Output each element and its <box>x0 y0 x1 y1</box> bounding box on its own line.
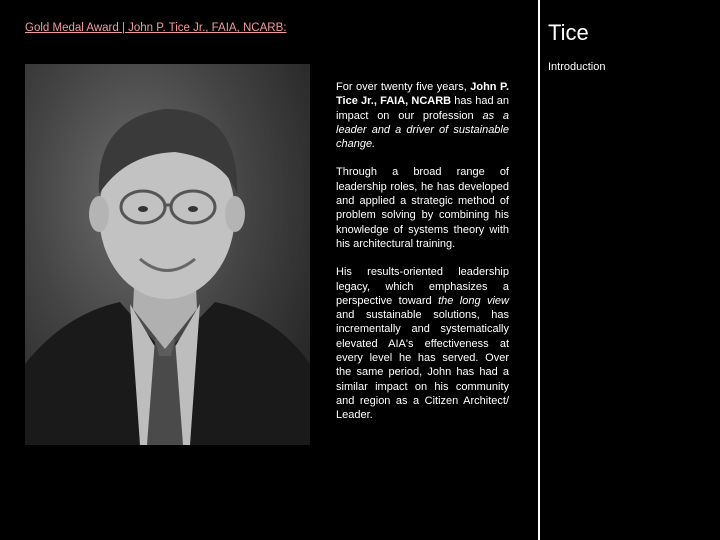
bio-paragraph-1: For over twenty five years, John P. Tice Jr., FAIA, NCARB has had an impact on our profession as a leader and a driver of sustainable change. <box>336 81 509 151</box>
bio-paragraph-2: Through a broad range of leadership roles, he has developed and applied a strategic method of problem solving by combining his knowledge of systems theory with his architectural training. <box>336 166 509 250</box>
bio-text <box>336 80 509 437</box>
header-link[interactable]: Gold Medal Award | John P. Tice Jr., FAIA, NCARB: <box>25 22 287 34</box>
portrait-photo <box>25 64 310 445</box>
sidebar-title: Tice <box>548 20 589 45</box>
vertical-divider <box>538 0 540 540</box>
sidebar-subtitle: Introduction <box>548 61 606 73</box>
bio-paragraph-3: His results-oriented leadership legacy, which emphasizes a perspective toward the long view and sustainable solutions, has incrementally and systematically elevated AIA's effectiveness at every level he has served. Over the same period, John has had a similar impact on his community and region as a Citizen Architect/ Leader. <box>336 266 509 422</box>
